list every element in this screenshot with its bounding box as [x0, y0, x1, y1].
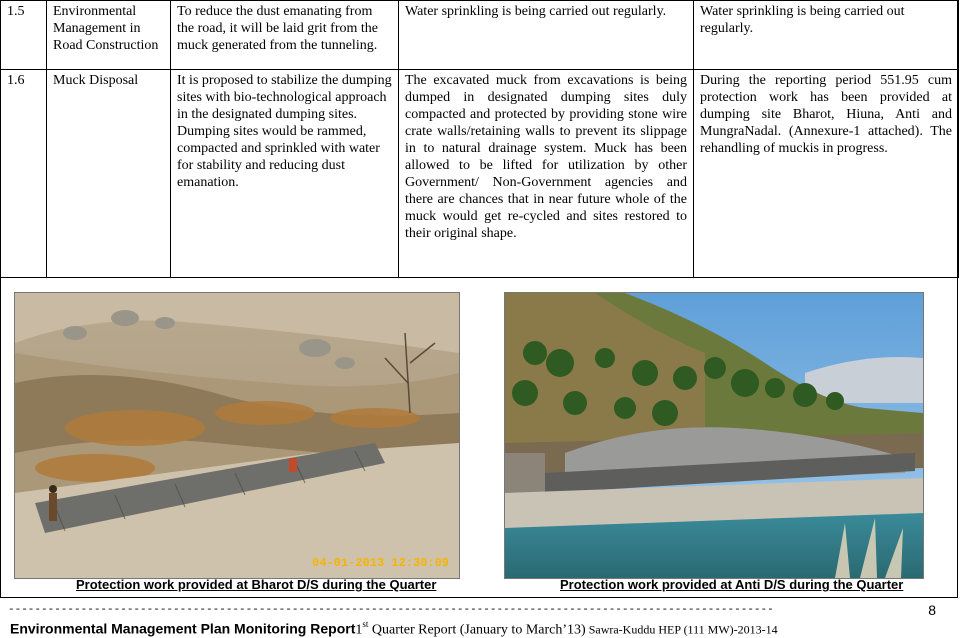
row-item: Environmental Management in Road Construction — [47, 1, 171, 70]
row-proposal: It is proposed to stabilize the dumping sites with bio-technological approach in the designated dumping sites. Dumping sites would be rammed, compacted and sprinkled with water for stability and reducing dust emanation. — [171, 70, 399, 278]
anti-photo-image — [505, 293, 923, 578]
footer-quarter-text: Quarter Report — [368, 622, 460, 638]
photo-section — [0, 278, 958, 598]
anti-caption: Protection work provided at Anti D/S during the Quarter — [560, 577, 904, 592]
monitoring-table — [0, 0, 959, 278]
row-proposal: To reduce the dust emanating from the road, it will be laid grit from the muck generated from the tunneling. — [171, 1, 399, 70]
footer-period: (January to March’13) — [459, 622, 586, 638]
footer-project: Sawra-Kuddu HEP (111 MW)-2013-14 — [585, 622, 778, 637]
row-status: The excavated muck from excavations is being dumped in designated dumping sites duly compacted and protected by providing stone wire crate walls/retaining walls to prevent its slippage in to natural drainage system. Muck has been allowed to be lifted for utilization by other Government/ Non-Government agencies and there are chances that in near future whole of the muck would get re-cycled and sites restored to their original shape. — [399, 70, 694, 278]
photo-timestamp: 04-01-2013 12:30:09 — [312, 556, 449, 570]
anti-photo — [504, 292, 924, 579]
footer-quarter-suffix: st — [362, 619, 369, 629]
bharot-photo — [14, 292, 460, 579]
footer-quarter-number: 1 — [355, 622, 363, 638]
footer-title: Environmental Management Plan Monitoring Report — [10, 620, 356, 637]
bharot-photo-image — [15, 293, 459, 578]
table-row — [1, 1, 959, 70]
page-number: 8 — [928, 602, 936, 618]
row-number: 1.6 — [1, 70, 47, 278]
row-remarks: During the reporting period 551.95 cum protection work has been provided at dumping site Bharot, Hiuna, Anti and MungraNadal. (Annexure-1 attached). The rehandling of muckis in progress. — [694, 70, 959, 278]
footer-separator: -------------------------------------------------------------------------------------------------------------------- — [8, 604, 774, 616]
footer — [10, 619, 778, 638]
row-item: Muck Disposal — [47, 70, 171, 278]
row-remarks: Water sprinkling is being carried out regularly. — [694, 1, 959, 70]
table-row — [1, 70, 959, 278]
row-status: Water sprinkling is being carried out regularly. — [399, 1, 694, 70]
row-number: 1.5 — [1, 1, 47, 70]
bharot-caption: Protection work provided at Bharot D/S during the Quarter — [76, 577, 437, 592]
